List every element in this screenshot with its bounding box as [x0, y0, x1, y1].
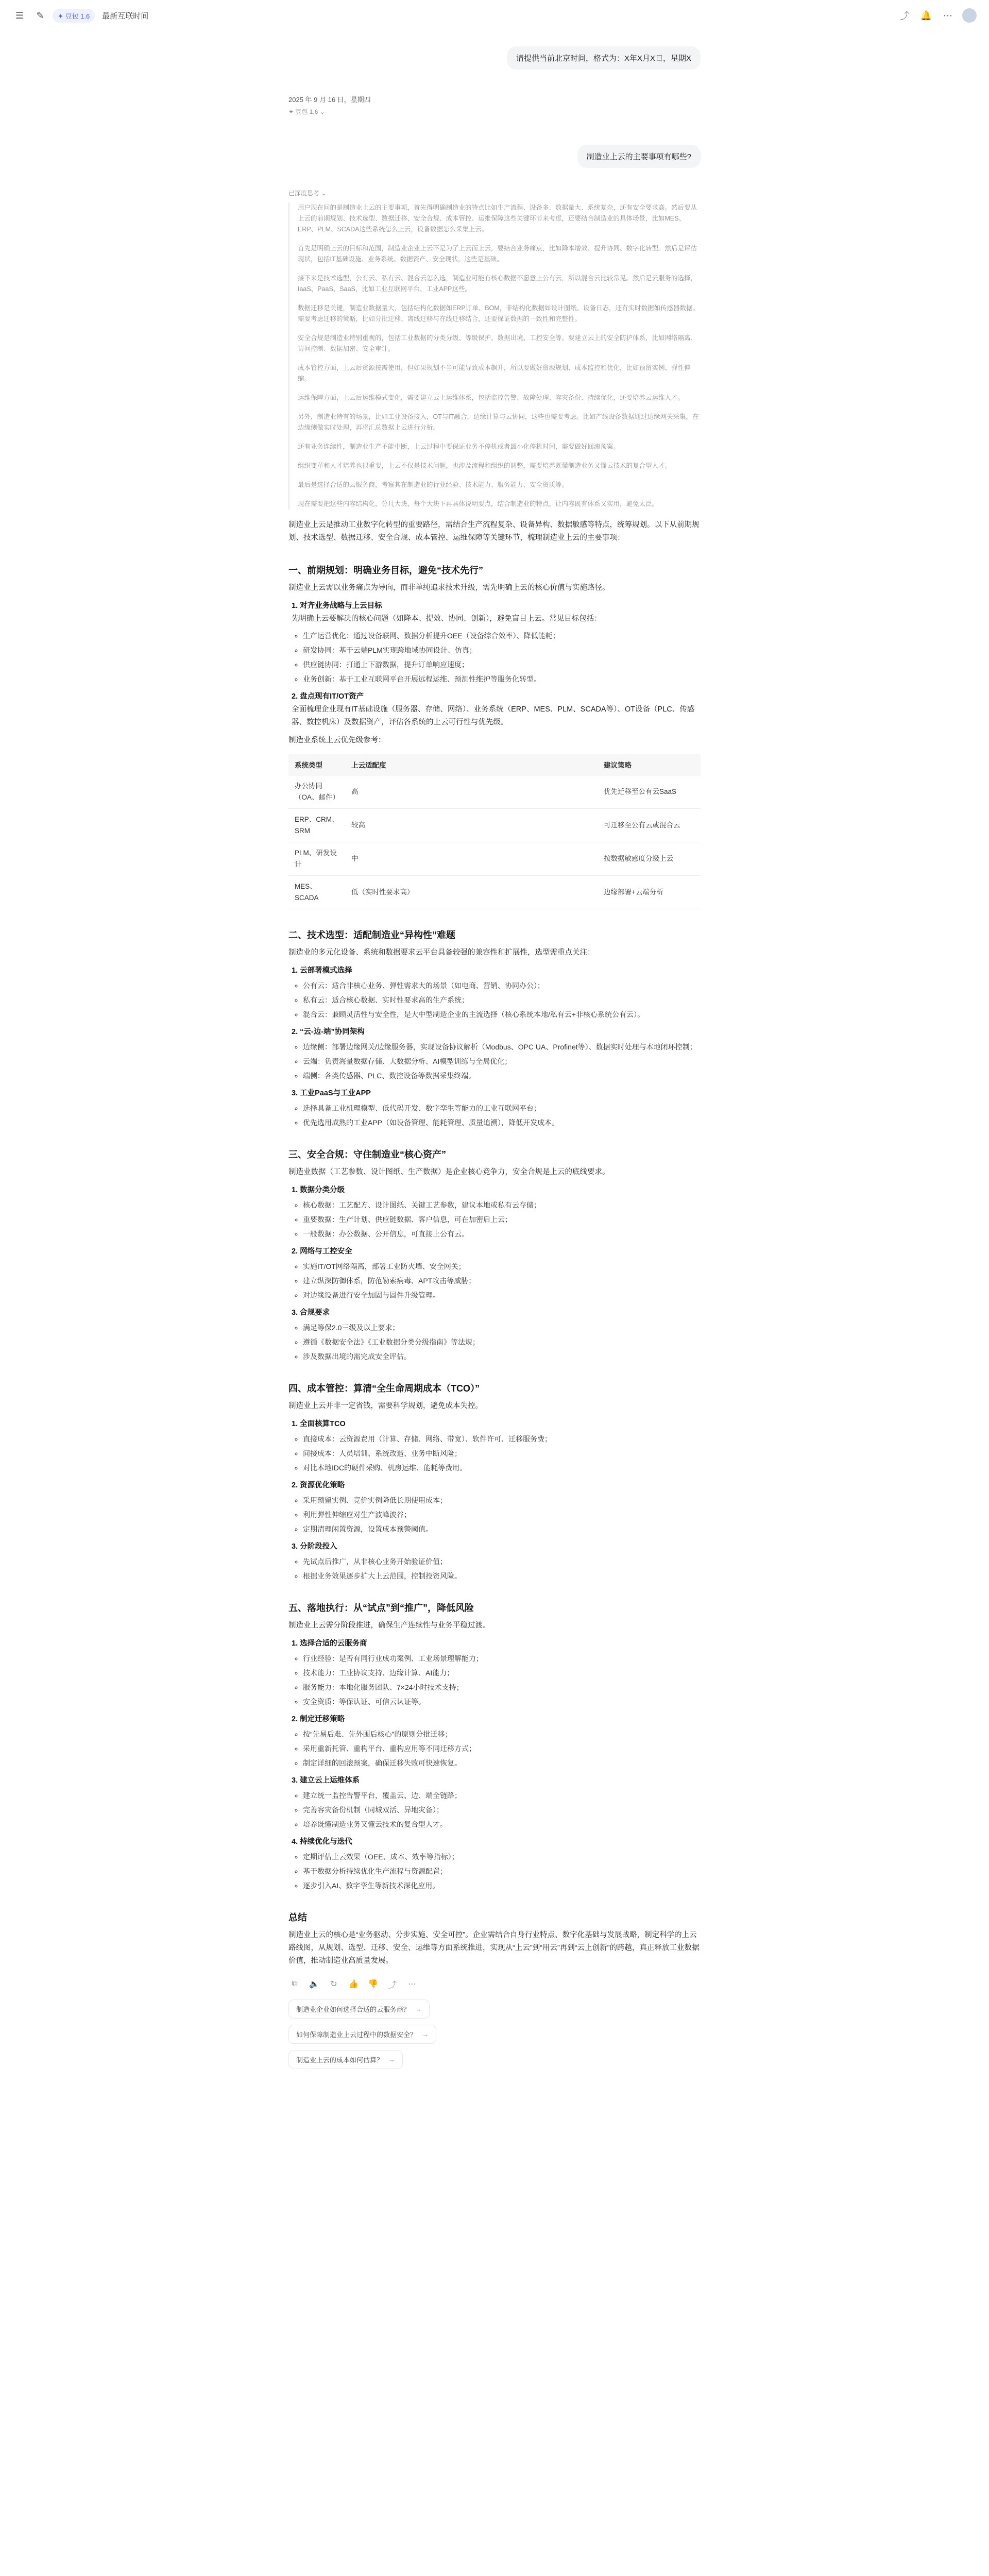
item-title: 1. 选择合适的云服务商 — [292, 1639, 367, 1648]
thinking-label: 已深度思考 ⌄ — [288, 190, 327, 197]
sub-item: ◦ 技术能力：工业协议支持、边缘计算、AI能力； — [303, 1667, 701, 1679]
sub-item: ◦ 服务能力：本地化服务团队、7×24小时技术支持； — [303, 1681, 701, 1693]
regenerate-icon[interactable]: ↻ — [330, 1980, 337, 1989]
item-title: 4. 持续优化与迭代 — [292, 1838, 352, 1846]
copy-icon[interactable]: ⧉ — [292, 1979, 298, 1988]
sub-item: ◦ 基于数据分析持续优化生产流程与资源配置； — [303, 1865, 701, 1877]
suggestion-chip[interactable] — [288, 2025, 436, 2044]
list-item — [292, 1026, 701, 1082]
table-row — [288, 775, 701, 809]
priority-table — [288, 754, 701, 909]
table-header-row — [288, 754, 701, 775]
item-title: 2. 资源优化策略 — [292, 1481, 345, 1489]
model-badge[interactable]: ✦ 豆包 1.6 — [53, 9, 95, 23]
section-intro: 制造业的多元化设备、系统和数据要求云平台具备较强的兼容性和扩展性，选型需重点关注： — [288, 948, 595, 957]
table-row — [288, 809, 701, 842]
message-actions — [288, 1978, 701, 1990]
table-cell: 边缘部署+云端分析 — [598, 876, 701, 909]
sub-item: ◦ 涉及数据出境的需完成安全评估。 — [303, 1350, 701, 1363]
item-title: 1. 对齐业务战略与上云目标 — [292, 602, 382, 610]
user-bubble: 制造业上云的主要事项有哪些? — [577, 145, 701, 168]
sub-item: ◦ 一般数据：办公数据、公开信息，可直接上公有云。 — [303, 1228, 701, 1240]
avatar[interactable] — [962, 8, 977, 23]
thinking-paragraph: 安全合规是制造业特别重视的，包括工业数据的分类分级、等级保护、数据出境、工控安全等。要建立云上的安全防护体系，比如网络隔离、访问控制、数据加密、安全审计。 — [298, 334, 697, 352]
sub-item: ◦ 制定详细的回滚预案，确保迁移失败可快速恢复。 — [303, 1757, 701, 1769]
sub-item: ◦ 培养既懂制造业务又懂云技术的复合型人才。 — [303, 1818, 701, 1831]
suggestion-text: 如何保障制造业上云过程中的数据安全？ — [296, 2031, 417, 2039]
list-item — [292, 1418, 701, 1474]
assistant-answer-date: 2025 年 9 月 16 日，星期四 — [288, 96, 371, 104]
table-header: 建议策略 — [598, 754, 701, 775]
sub-item: ◦ 间接成本：人员培训、系统改造、业务中断风险； — [303, 1447, 701, 1460]
assistant-answer — [288, 519, 701, 2075]
table-cell: 中 — [345, 842, 598, 876]
thinking-toggle[interactable] — [288, 189, 701, 197]
table-cell: 按数据敏感度分级上云 — [598, 842, 701, 876]
user-bubble: 请提供当前北京时间，格式为：X年X月X日，星期X — [507, 46, 701, 70]
item-title: 2. 制定迁移策略 — [292, 1715, 345, 1723]
item-text: 全面梳理企业现有IT基础设施（服务器、存储、网络）、业务系统（ERP、MES、PLM、SCADA等）、OT设备（PLC、传感器、数控机床）及数据资产，评估各系统的上云可行性与优先级。 — [292, 705, 695, 726]
list-item — [292, 1245, 701, 1301]
new-chat-icon[interactable]: ✎ — [36, 10, 44, 21]
sub-item: ◦ 端侧：各类传感器、PLC、数控设备等数据采集终端。 — [303, 1070, 701, 1082]
suggestion-text: 制造业上云的成本如何估算？ — [296, 2056, 384, 2064]
thinking-paragraph: 接下来是技术选型，公有云、私有云、混合云怎么选，制造业可能有核心数据不愿意上公有云，所以混合云比较常见。然后是云服务的选择，IaaS、PaaS、SaaS，比如工业互联网平台、工业APP这些。 — [298, 275, 697, 293]
sub-item: ◦ 业务创新：基于工业互联网平台开展远程运维、预测性维护等服务化转型。 — [303, 673, 701, 685]
conversation — [288, 31, 701, 2075]
list-item — [292, 690, 701, 729]
sub-item: ◦ 完善容灾备份机制（同城双活、异地灾备）； — [303, 1804, 701, 1816]
table-cell: MES、SCADA — [288, 876, 345, 909]
sub-item: ◦ 定期评估上云效果（OEE、成本、效率等指标）； — [303, 1851, 701, 1863]
thinking-paragraph: 现在需要把这些内容结构化，分几大块，每个大块下再具体说明要点，结合制造业的特点，让内容既有体系又实用，避免太泛。 — [298, 500, 659, 507]
sub-item: ◦ 对边缘设备进行安全加固与固件升级管理。 — [303, 1289, 701, 1301]
sub-item: ◦ 生产运营优化：通过设备联网、数据分析提升OEE（设备综合效率）、降低能耗； — [303, 630, 701, 642]
sub-item: ◦ 采用重新托管、重构平台、重构应用等不同迁移方式； — [303, 1742, 701, 1755]
sub-list — [303, 1260, 701, 1301]
sub-item: ◦ 云端：负责海量数据存储、大数据分析、AI模型训练与全局优化； — [303, 1055, 701, 1067]
sub-item: ◦ 采用预留实例、竞价实例降低长期使用成本； — [303, 1494, 701, 1506]
table-cell: 低（实时性要求高） — [345, 876, 598, 909]
sub-item: ◦ 直接成本：云资源费用（计算、存储、网络、带宽）、软件许可、迁移服务费； — [303, 1433, 701, 1445]
sub-list — [303, 1494, 701, 1535]
suggestion-chip[interactable] — [288, 1999, 430, 2019]
arrow-right-icon: → — [388, 2056, 396, 2063]
section-intro: 制造业上云需以业务痛点为导向，而非单纯追求技术升级，需先明确上云的核心价值与实施路径。 — [288, 584, 610, 592]
item-title: 3. 工业PaaS与工业APP — [292, 1089, 371, 1097]
sub-list — [303, 1433, 701, 1474]
sub-item: ◦ 研发协同：基于云端PLM实现跨地域协同设计、仿真； — [303, 644, 701, 656]
sub-item: ◦ 遵循《数据安全法》《工业数据分类分级指南》等法规； — [303, 1336, 701, 1348]
sub-item: ◦ 边缘侧：部署边缘网关/边缘服务器，实现设备协议解析（Modbus、OPC UA、Profinet等）、数据实时处理与本地闭环控制； — [303, 1041, 701, 1053]
section-list — [292, 1637, 701, 1892]
item-title: 3. 合规要求 — [292, 1309, 330, 1317]
sub-item: ◦ 对比本地IDC的硬件采购、机房运维、能耗等费用。 — [303, 1462, 701, 1474]
section-title: 四、成本管控：算清“全生命周期成本（TCO）” — [288, 1383, 480, 1394]
summary-title: 总结 — [288, 1912, 307, 1923]
section-intro: 制造业数据（工艺参数、设计图纸、生产数据）是企业核心竞争力，安全合规是上云的底线要求。 — [288, 1168, 610, 1176]
sub-list — [303, 1199, 701, 1240]
table-row — [288, 842, 701, 876]
user-message — [288, 145, 701, 168]
thinking-paragraph: 数据迁移是关键，制造业数据量大，包括结构化数据如ERP订单、BOM，非结构化数据如设计图纸、设备日志，还有实时数据如传感器数据。需要考虑迁移的策略，比如分批迁移、离线迁移与在线迁移结合，还要保证数据的一致性和完整性。 — [298, 304, 700, 323]
suggestion-chip[interactable] — [288, 2050, 403, 2069]
sub-item: ◦ 满足等保2.0三级及以上要求； — [303, 1321, 701, 1334]
list-item — [292, 1713, 701, 1769]
sub-item: ◦ 安全资质：等保认证、可信云认证等。 — [303, 1696, 701, 1708]
more-icon[interactable]: ⋯ — [408, 1980, 416, 1989]
sub-item: ◦ 先试点后推广，从非核心业务开始验证价值； — [303, 1555, 701, 1568]
list-item — [292, 1479, 701, 1535]
sub-item: ◦ 优先选用成熟的工业APP（如设备管理、能耗管理、质量追溯），降低开发成本。 — [303, 1116, 701, 1129]
suggested-questions — [288, 1999, 701, 2075]
sub-list — [303, 1728, 701, 1769]
sub-item: ◦ 建立纵深防御体系，防范勒索病毒、APT攻击等威胁； — [303, 1275, 701, 1287]
table-cell: PLM、研发设计 — [288, 842, 345, 876]
sub-list — [303, 1652, 701, 1708]
section-title: 三、安全合规：守住制造业“核心资产” — [288, 1149, 446, 1160]
section-list — [292, 600, 701, 729]
like-icon[interactable]: 👍 — [348, 1980, 359, 1989]
section-title: 二、技术选型：适配制造业“异构性”难题 — [288, 930, 455, 940]
item-title: 1. 全面核算TCO — [292, 1420, 346, 1428]
thinking-paragraph: 还有业务连续性，制造业生产不能中断，上云过程中要保证业务不停机或者最小化停机时间，需要做好回滚预案。 — [298, 443, 620, 450]
suggestion-text: 制造业企业如何选择合适的云服务商？ — [296, 2006, 411, 2013]
section-list — [292, 1418, 701, 1582]
sub-list — [303, 1851, 701, 1892]
dislike-icon[interactable]: 👎 — [368, 1980, 378, 1989]
sub-item: ◦ 逐步引入AI、数字孪生等新技术深化应用。 — [303, 1879, 701, 1892]
list-item — [292, 964, 701, 1021]
sub-item: ◦ 建立统一监控告警平台，覆盖云、边、端全链路； — [303, 1789, 701, 1802]
sub-list — [303, 1321, 701, 1363]
answer-lead: 制造业上云是推动工业数字化转型的重要路径，需结合生产流程复杂、设备异构、数据敏感等特点，统筹规划。以下从前期规划、技术选型、数据迁移、安全合规、成本管控、运维保障等关键环节，梳理制造业上云的主要事项： — [288, 521, 700, 542]
sub-item: ◦ 重要数据：生产计划、供应链数据、客户信息，可在加密后上云； — [303, 1213, 701, 1226]
sub-item: ◦ 利用弹性伸缩应对生产波峰波谷； — [303, 1509, 701, 1521]
sub-list — [303, 1041, 701, 1082]
read-aloud-icon[interactable]: 🔈 — [309, 1980, 319, 1989]
table-row — [288, 876, 701, 909]
section-title: 一、前期规划：明确业务目标，避免“技术先行” — [288, 565, 483, 575]
item-title: 2. 网络与工控安全 — [292, 1247, 352, 1256]
sub-item: ◦ 定期清理闲置资源，设置成本预警阈值。 — [303, 1523, 701, 1535]
list-item — [292, 1540, 701, 1582]
sub-list — [303, 1102, 701, 1129]
sub-list — [303, 1555, 701, 1582]
list-item — [292, 1087, 701, 1129]
bell-icon[interactable]: 🔔 — [920, 10, 932, 21]
thinking-paragraph: 另外，制造业特有的场景，比如工业设备接入，OT与IT融合，边缘计算与云协同，这些也需要考虑。比如产线设备数据通过边缘网关采集，在边缘侧做实时处理，再将汇总数据上云进行分析。 — [298, 413, 699, 431]
item-title: 2. “云-边-端”协同架构 — [292, 1028, 365, 1036]
sub-item: ◦ 混合云：兼顾灵活性与安全性，是大中型制造企业的主流选择（核心系统本地/私有云+非核心系统公有云）。 — [303, 1008, 701, 1021]
thinking-paragraph: 组织变革和人才培养也很重要，上云不仅是技术问题，也涉及流程和组织的调整，需要培养既懂制造业务又懂云技术的复合型人才。 — [298, 462, 672, 469]
list-item — [292, 1307, 701, 1363]
sub-item: ◦ 选择具备工业机理模型、低代码开发、数字孪生等能力的工业互联网平台； — [303, 1102, 701, 1114]
thinking-content — [288, 202, 701, 510]
table-cell: 办公协同（OA、邮件） — [288, 775, 345, 809]
thinking-paragraph: 首先是明确上云的目标和范围，制造业企业上云不是为了上云而上云，要结合业务痛点，比如降本增效、提升协同、数字化转型。然后是评估现状，包括IT基础设施、业务系统、数据资产、安全现状，这些是基础。 — [298, 245, 697, 263]
thinking-paragraph: 最后是选择合适的云服务商，考察其在制造业的行业经验、技术能力、服务能力、安全资质等。 — [298, 481, 569, 488]
arrow-right-icon: → — [415, 2005, 422, 2013]
list-item — [292, 600, 701, 685]
item-title: 1. 数据分类分级 — [292, 1186, 345, 1194]
chat-title[interactable]: 最新互联时间 — [102, 11, 149, 21]
sub-list — [303, 979, 701, 1021]
list-item — [292, 1774, 701, 1831]
section-intro: 制造业上云需分阶段推进，确保生产连续性与业务平稳过渡。 — [288, 1621, 490, 1630]
item-title: 3. 分阶段投入 — [292, 1543, 337, 1551]
table-header: 系统类型 — [288, 754, 345, 775]
sub-item: ◦ 核心数据：工艺配方、设计图纸、关键工艺参数，建议本地或私有云存储； — [303, 1199, 701, 1211]
list-item — [292, 1637, 701, 1708]
more-icon[interactable]: ⋯ — [943, 10, 952, 21]
sub-item: ◦ 供应链协同：打通上下游数据，提升订单响应速度； — [303, 658, 701, 671]
item-title: 3. 建立云上运维体系 — [292, 1776, 360, 1785]
table-cell: ERP、CRM、SRM — [288, 809, 345, 842]
table-cell: 优先迁移至公有云SaaS — [598, 775, 701, 809]
arrow-right-icon: → — [422, 2030, 429, 2038]
sub-item: ◦ 行业经验：是否有同行业成功案例、工业场景理解能力； — [303, 1652, 701, 1665]
sub-list — [303, 630, 701, 685]
sub-list — [303, 1789, 701, 1831]
sub-item: ◦ 实施IT/OT网络隔离，部署工业防火墙、安全网关； — [303, 1260, 701, 1273]
thinking-paragraph: 成本管控方面，上云后资源按需使用，但如果规划不当可能导致成本飙升，所以要做好资源规划、成本监控和优化，比如预留实例、弹性伸缩。 — [298, 364, 691, 382]
section-intro: 制造业上云并非一定省钱，需要科学规划，避免成本失控。 — [288, 1402, 483, 1410]
top-bar — [0, 0, 989, 31]
list-item — [292, 1184, 701, 1240]
thinking-paragraph: 用户现在问的是制造业上云的主要事项，首先得明确制造业的特点比如生产流程、设备多、数据量大、系统复杂，还有安全要求高。然后要从上云的前期规划、技术选型、数据迁移、安全合规、成本管控、运维保障这些关键环节来考虑，还要结合制造业的具体场景，比如MES、ERP、PLM、SCADA这些系统怎么上云，设备数据怎么采集上云。 — [298, 204, 697, 233]
table-header: 上云适配度 — [345, 754, 598, 775]
sub-item: ◦ 公有云：适合非核心业务、弹性需求大的场景（如电商、营销、协同办公）； — [303, 979, 701, 992]
model-line[interactable]: ✦ 豆包 1.6 ⌄ — [288, 108, 325, 115]
user-message — [288, 46, 701, 70]
thinking-paragraph: 运维保障方面，上云后运维模式变化，需要建立云上运维体系，包括监控告警、故障处理、容灾备份、持续优化，还要培养云运维人才。 — [298, 394, 685, 401]
sub-item: ◦ 根据业务效果逐步扩大上云范围，控制投资风险。 — [303, 1570, 701, 1582]
table-cell: 较高 — [345, 809, 598, 842]
sub-item: ◦ 按“先易后难、先外围后核心”的原则分批迁移； — [303, 1728, 701, 1740]
list-item — [292, 1836, 701, 1892]
section-title: 五、落地执行：从“试点”到“推广”，降低风险 — [288, 1603, 474, 1613]
table-caption: 制造业系统上云优先级参考： — [288, 736, 386, 744]
table-cell: 可迁移至公有云或混合云 — [598, 809, 701, 842]
sub-item: ◦ 私有云：适合核心数据、实时性要求高的生产系统； — [303, 994, 701, 1006]
sidebar-icon[interactable]: ☰ — [15, 10, 24, 21]
table-cell: 高 — [345, 775, 598, 809]
summary-text: 制造业上云的核心是“业务驱动、分步实施、安全可控”。企业需结合自身行业特点、数字化基础与发展战略，制定科学的上云路线图，从规划、选型、迁移、安全、运维等方面系统推进，实现从“上云”到“用云”再到“云上创新”的跨越，真正释放工业数据价值，推动制造业高质量发展。 — [288, 1931, 700, 1965]
section-list — [292, 964, 701, 1129]
item-title: 2. 盘点现有IT/OT资产 — [292, 692, 364, 701]
section-list — [292, 1184, 701, 1363]
item-text: 先明确上云要解决的核心问题（如降本、提效、协同、创新），避免盲目上云。常见目标包括： — [292, 615, 602, 623]
share-icon[interactable]: ⤴ — [388, 1980, 397, 1990]
item-title: 1. 云部署模式选择 — [292, 967, 352, 975]
share-icon[interactable]: ⤴ — [900, 11, 909, 21]
